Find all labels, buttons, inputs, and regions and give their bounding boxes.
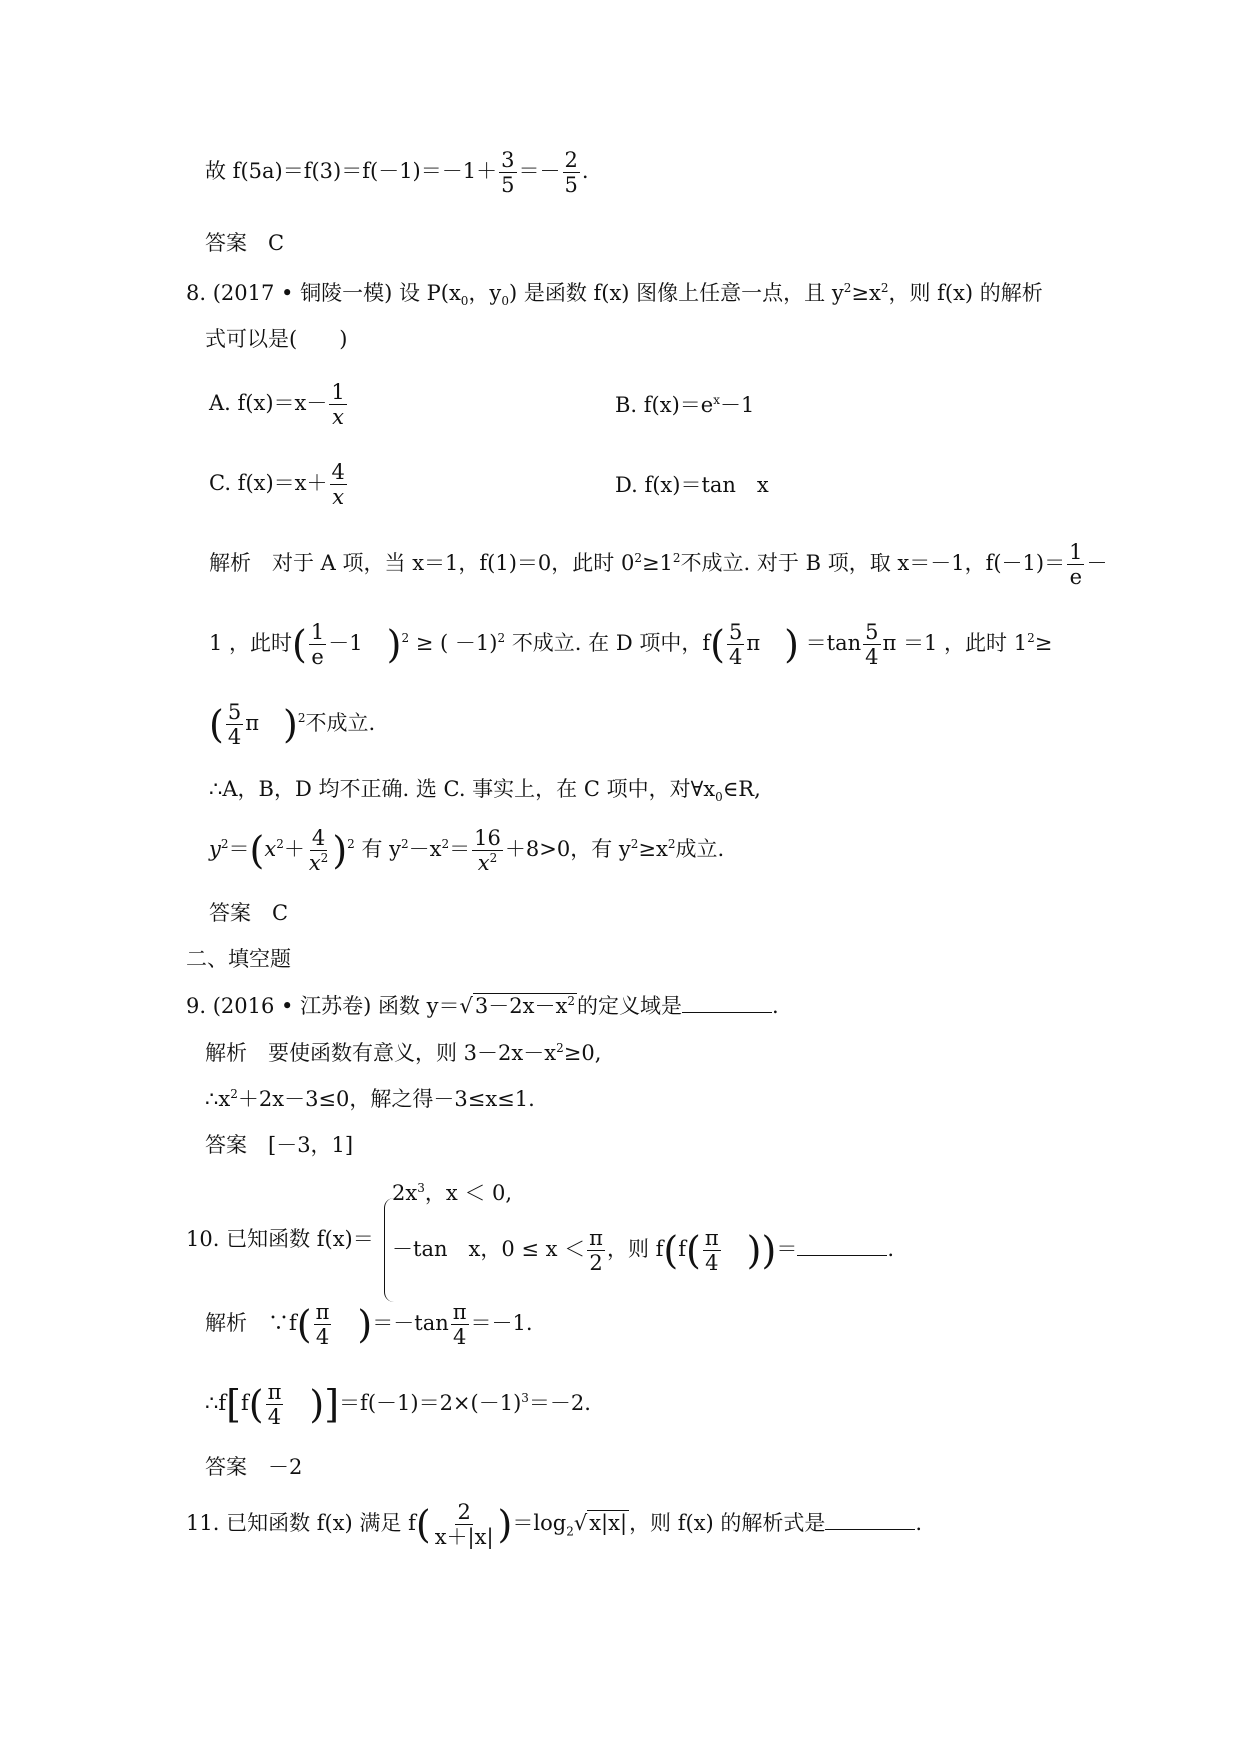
option-b: B. $f(x)=e^x-1$ (615, 393, 755, 417)
question-10: 10. 已知函数 f(x)＝ (186, 1227, 374, 1251)
fraction: $\frac{4}{x}$ (331, 460, 345, 510)
fraction: $\frac{1}{e}$ (1069, 540, 1083, 590)
question-8-cont: 式可以是( ) (205, 327, 348, 351)
option-d: D. f(x)＝tan x (615, 473, 769, 497)
fraction: $\frac{\pi}{4}$ (452, 1300, 467, 1350)
option-c: C. f(x)＝x＋ $\frac{4}{x}$ (209, 460, 345, 510)
solution-9-line-2: $\therefore x^2+2x-3\le 0$，解之得－3≤x≤1. (205, 1087, 535, 1111)
fraction: $\frac{1}{e}$ (310, 620, 325, 670)
solution-line: 故 f(5a)＝f(3)＝f(－1)＝－1＋ $\frac{3}{5}$ ＝－ $\frac{2}{5}$ . (205, 148, 589, 198)
fraction: $\frac{2}{x+|x|}$ (434, 1500, 494, 1550)
answer-8: 答案 C (209, 901, 289, 925)
piecewise-case-1: $2x^3$，x ＜ 0, (392, 1181, 513, 1205)
question-8: 8. (2017 • 铜陵一模) 设 $P(x_0$，$y_0$) 是函数 f(x) 图像上任意一点，且 $y^2\ge x^2$，则 f(x) 的解析 (186, 281, 1043, 309)
solution-9-line-1: 解析 要使函数有意义，则 $3-2x-x^2\ge 0$, (205, 1041, 602, 1065)
answer-line: 答案 C (205, 231, 285, 255)
section-heading: 二、填空题 (186, 947, 291, 971)
answer-blank (825, 1509, 915, 1530)
solution-10-line-1: 解析 ∵f( $\frac{\pi}{4}$ )＝－tan $\frac{\pi}{4}$ ＝－1. (205, 1300, 533, 1350)
solution-10-line-2: ∴f[f( $\frac{\pi}{4}$ )]$=f(-1)=2\times(-1)^3=-2$. (205, 1380, 591, 1430)
answer-blank (682, 992, 772, 1013)
fraction: $\frac{16}{x^2}$ (474, 826, 501, 876)
fraction: $\frac{5}{4}$ (728, 620, 743, 670)
question-11: 11. 已知函数 f(x) 满足 f( $\frac{2}{x+|x|}$ )$=\log_2√x|x|$，则 f(x) 的解析式是 . (186, 1500, 923, 1550)
solution-8-line-4: ∴A，B，D 均不正确. 选 C. 事实上，在 C 项中，对$\forall x_0\in R$, (209, 777, 761, 805)
question-9: 9. (2016 • 江苏卷) 函数 $y=√3-2x-x^2$的定义域是 . (186, 994, 779, 1018)
answer-9: 答案 [－3，1] (205, 1133, 354, 1157)
solution-8-line-2: 1 ，此时( $\frac{1}{e}$ －1 )$^2$ ≥ ( －1)$^2$ 不成立. 在 D 项中，f( $\frac{5}{4}$ π ) ＝tan $\frac{5}{4}$ π ＝1 ，此时 $1^2\ge$ (209, 620, 1053, 670)
answer-blank (797, 1235, 887, 1256)
solution-8-line-5: $y^2=(x^2+$ $\frac{4}{x^2}$ )$^2$ 有 $y^2-x^2=$ $\frac{16}{x^2}$ ＋8>0，有 $y^2\ge x^2$成立. (209, 826, 725, 876)
solution-8-line-1: 解析 对于 A 项，当 x＝1，f(1)＝0，此时 $0^2\ge 1^2$不成立. 对于 B 项，取 x＝－1，f(－1)＝ $\frac{1}{e}$ － (209, 540, 1108, 590)
fraction: $\frac{\pi}{4}$ (267, 1380, 282, 1430)
fraction: $\frac{\pi}{2}$ (589, 1226, 603, 1276)
fraction: $\frac{\pi}{4}$ (704, 1226, 719, 1276)
solution-8-line-3: ( $\frac{5}{4}$ π )$^2$不成立. (209, 700, 376, 750)
fraction: $\frac{3}{5}$ (501, 148, 515, 198)
fraction: $\frac{2}{5}$ (564, 148, 578, 198)
fraction: $\frac{1}{x}$ (331, 380, 345, 430)
piecewise-case-2: －tan x，0 ≤ x ＜ $\frac{\pi}{2}$ ，则 f(f( $\frac{\pi}{4}$ ))＝ . (392, 1226, 895, 1276)
answer-10: 答案 －2 (205, 1455, 303, 1479)
fraction: $\frac{4}{x^2}$ (308, 826, 329, 876)
fraction: $\frac{5}{4}$ (865, 620, 879, 670)
option-a: A. f(x)＝x－ $\frac{1}{x}$ (209, 380, 345, 430)
fraction: $\frac{5}{4}$ (227, 700, 242, 750)
fraction: $\frac{\pi}{4}$ (315, 1300, 330, 1350)
